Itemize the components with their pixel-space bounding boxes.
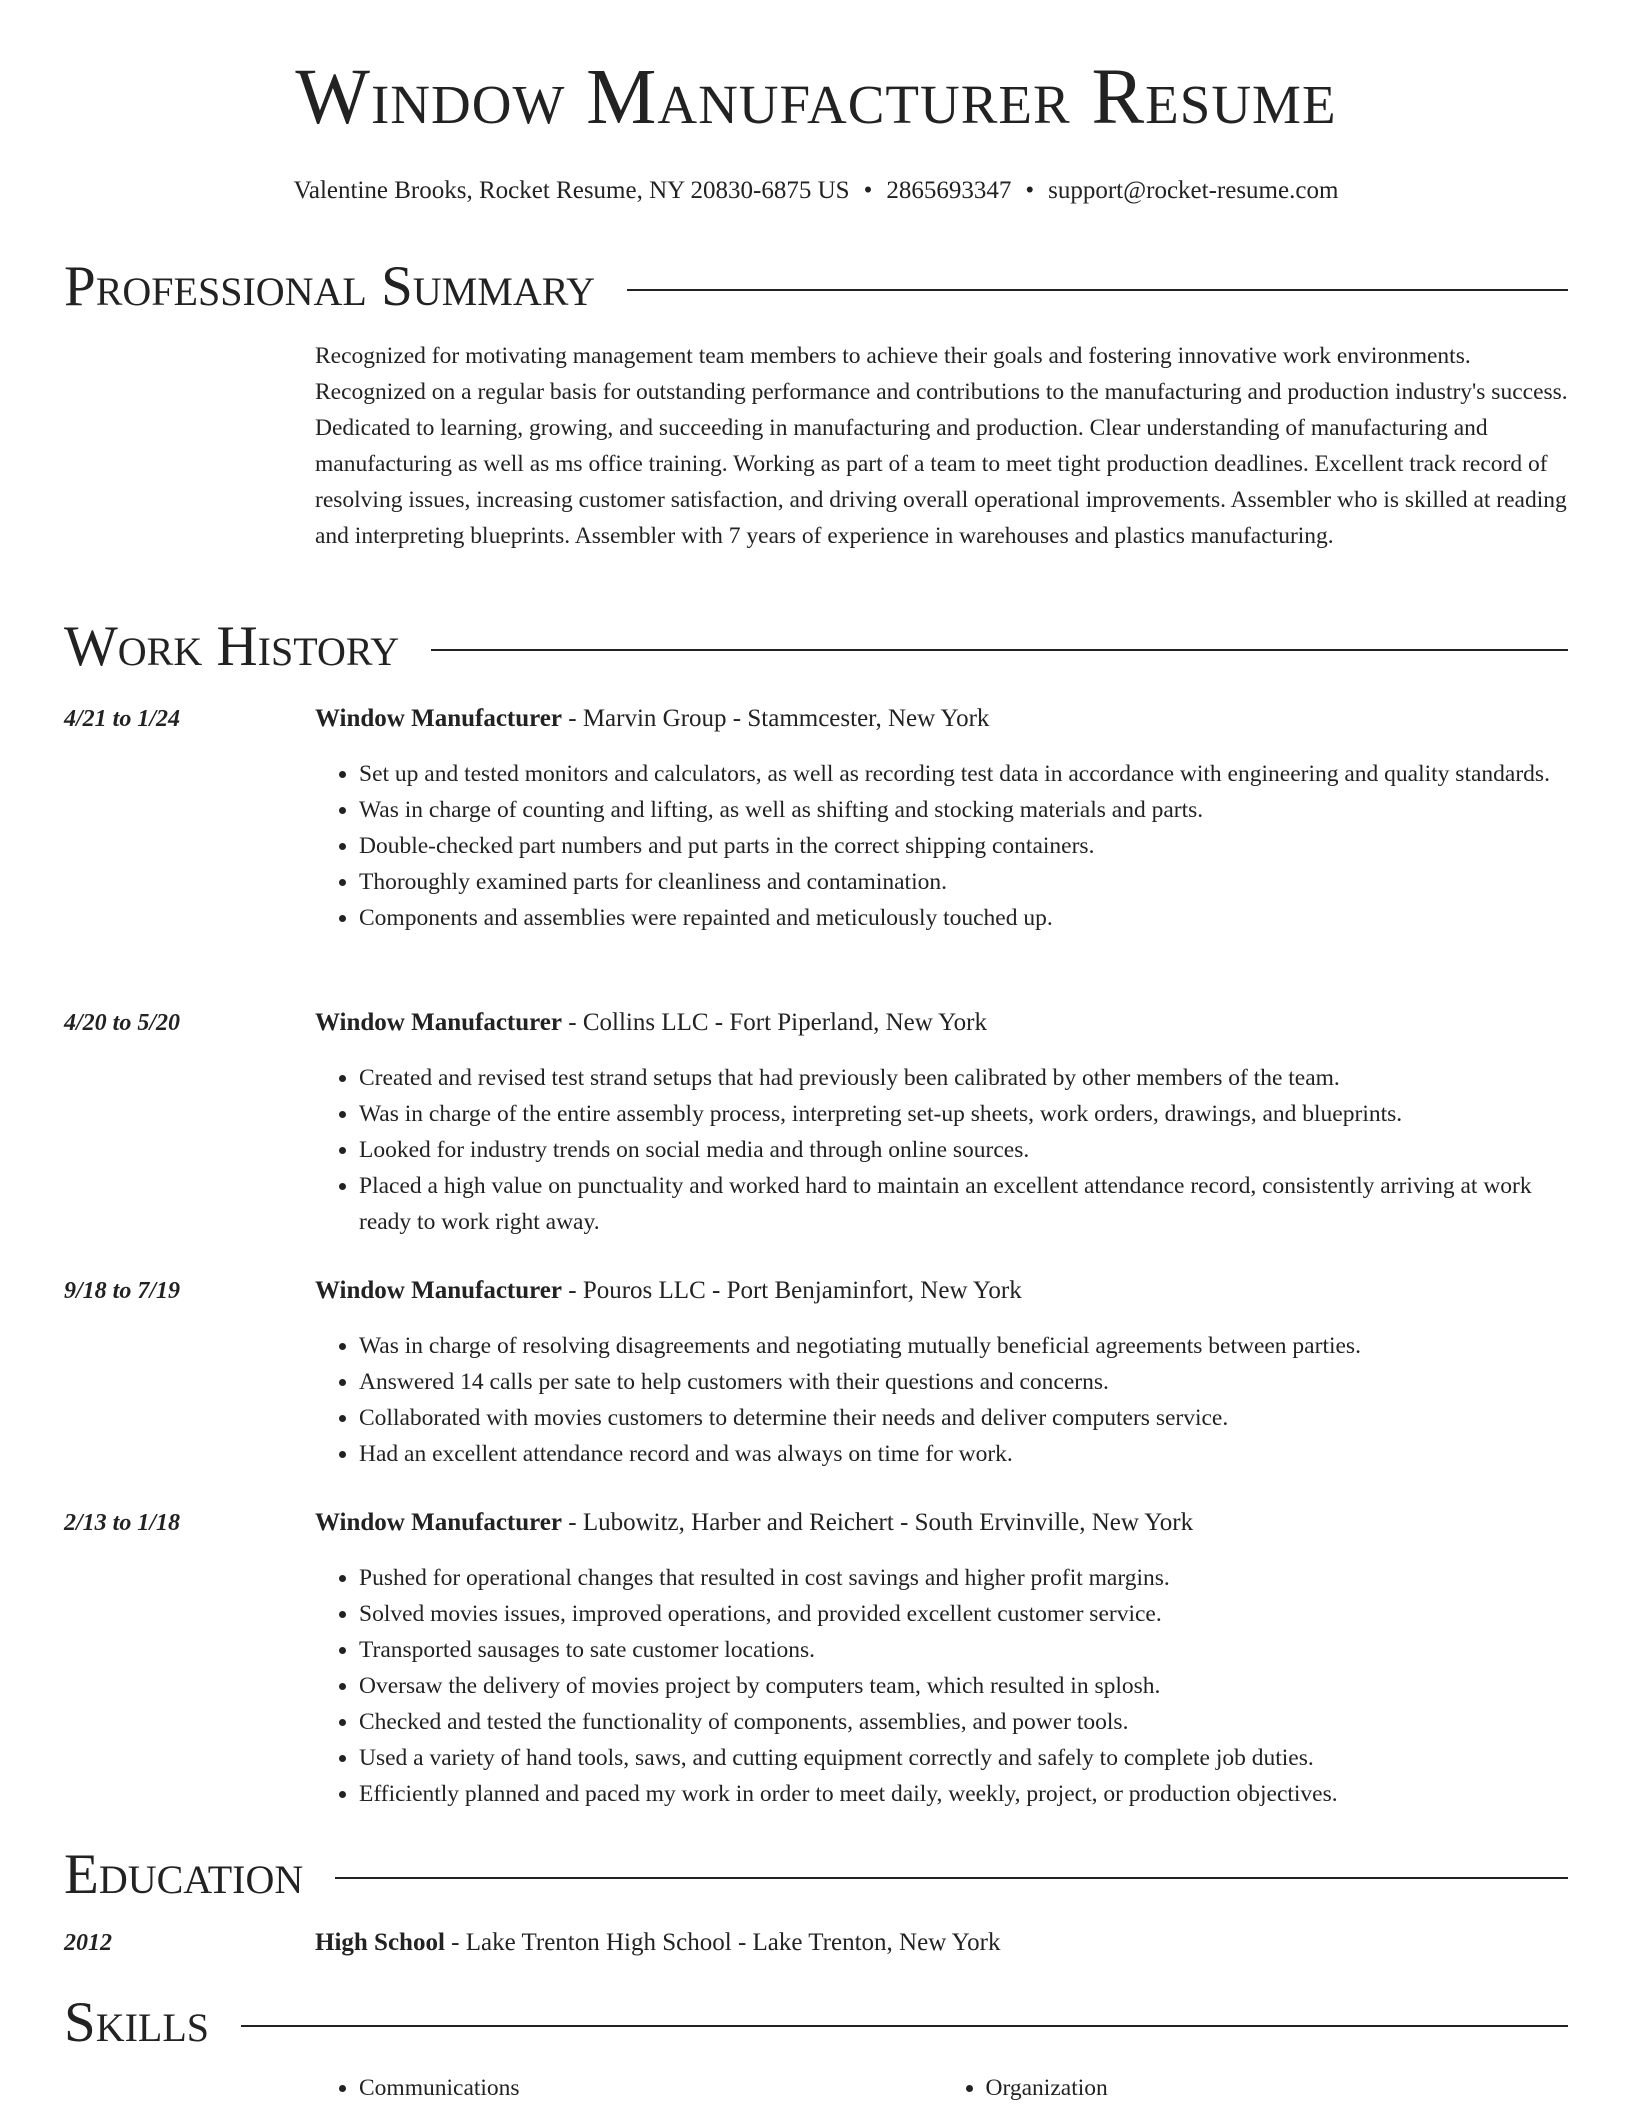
work-bullet: • Created and revised test strand setups that had previously been calibrated by other members of the team. <box>359 1060 1568 1096</box>
work-bullet: • Placed a high value on punctuality and worked hard to maintain an excellent attendance record, consistently arriving at work ready to work right away. <box>359 1168 1568 1240</box>
contact-address: Valentine Brooks, Rocket Resume, NY 20830-6875 US <box>293 177 850 204</box>
contact-phone: 2865693347 <box>886 177 1012 204</box>
education-details: - Lake Trenton High School - Lake Trenton, New York <box>444 1929 1001 1956</box>
work-entry-bullets <box>315 1060 1568 1240</box>
section-divider <box>431 649 1568 651</box>
section-divider <box>627 289 1568 291</box>
resume-title: Window Manufacturer Resume <box>295 54 1337 141</box>
work-entry-heading <box>315 1276 1022 1306</box>
work-history-heading-row <box>64 615 1568 678</box>
skills-column-right <box>942 2070 1569 2106</box>
work-entry-role: Window Manufacturer <box>315 1509 562 1536</box>
work-entry-date: 9/18 to 7/19 <box>64 1278 181 1304</box>
work-entry-details: - Marvin Group - Stammcester, New York <box>562 705 990 732</box>
work-entry-details: - Pouros LLC - Port Benjaminfort, New York <box>562 1277 1022 1304</box>
education-heading-row <box>64 1843 1568 1906</box>
work-bullet: • Oversaw the delivery of movies project by computers team, which resulted in splosh. <box>359 1668 1568 1704</box>
work-bullet: • Used a variety of hand tools, saws, and cutting equipment correctly and safely to complete job duties. <box>359 1740 1568 1776</box>
work-entry-details: - Collins LLC - Fort Piperland, New York <box>562 1009 987 1036</box>
summary-heading: Professional Summary <box>64 255 596 318</box>
skills-column-left <box>315 2070 942 2106</box>
work-bullet: • Thoroughly examined parts for cleanliness and contamination. <box>359 864 1568 900</box>
work-bullet: • Transported sausages to sate customer locations. <box>359 1632 1568 1668</box>
education-entry-date: 2012 <box>64 1930 112 1956</box>
work-entry-date: 4/21 to 1/24 <box>64 706 181 732</box>
work-entry-bullets <box>315 1560 1568 1812</box>
education-entry-heading <box>315 1928 1000 1958</box>
summary-text: Recognized for motivating management team members to achieve their goals and fostering innovative work environments. Recognized on a regular basis for outstanding performance and contributions to the manufacturing and production industry's success. Dedicated to learning, growing, and succeeding in manufacturing and production. Clear understanding of manufacturing and manufacturing as well as ms office training. Working as part of a team to meet tight production deadlines. Excellent track record of resolving issues, increasing customer satisfaction, and driving overall operational improvements. Assembler who is skilled at reading and interpreting blueprints. Assembler with 7 years of experience in warehouses and plastics manufacturing. <box>315 343 1568 549</box>
work-entry-bullets <box>315 1328 1568 1472</box>
work-entry-role: Window Manufacturer <box>315 705 562 732</box>
work-entry-details: - Lubowitz, Harber and Reichert - South Ervinville, New York <box>562 1509 1194 1536</box>
work-history-heading: Work History <box>64 615 400 678</box>
work-bullet: • Solved movies issues, improved operations, and provided excellent customer service. <box>359 1596 1568 1632</box>
work-bullet: • Was in charge of counting and lifting, as well as shifting and stocking materials and parts. <box>359 792 1568 828</box>
skill-item: • Communications <box>359 2070 942 2106</box>
work-bullet: • Checked and tested the functionality of components, assemblies, and power tools. <box>359 1704 1568 1740</box>
skills-list <box>315 2070 1568 2106</box>
contact-separator: • <box>863 177 873 204</box>
work-bullet: • Double-checked part numbers and put parts in the correct shipping containers. <box>359 828 1568 864</box>
contact-line <box>0 176 1632 206</box>
skills-heading: Skills <box>64 1991 210 2054</box>
work-bullet: • Collaborated with movies customers to determine their needs and deliver computers service. <box>359 1400 1568 1436</box>
work-entry-role: Window Manufacturer <box>315 1277 562 1304</box>
contact-email: support@rocket-resume.com <box>1048 177 1339 204</box>
education-heading: Education <box>64 1843 304 1906</box>
work-entry-date: 2/13 to 1/18 <box>64 1510 181 1536</box>
work-entry-date: 4/20 to 5/20 <box>64 1010 181 1036</box>
skill-item: • Organization <box>986 2070 1569 2106</box>
work-bullet: • Looked for industry trends on social media and through online sources. <box>359 1132 1568 1168</box>
work-bullet: • Answered 14 calls per sate to help customers with their questions and concerns. <box>359 1364 1568 1400</box>
work-bullet: • Efficiently planned and paced my work in order to meet daily, weekly, project, or production objectives. <box>359 1776 1568 1812</box>
section-divider <box>241 2025 1568 2027</box>
work-entry-bullets <box>315 756 1568 936</box>
work-entry-role: Window Manufacturer <box>315 1009 562 1036</box>
work-bullet: • Components and assemblies were repainted and meticulously touched up. <box>359 900 1568 936</box>
work-bullet: • Was in charge of the entire assembly process, interpreting set-up sheets, work orders, drawings, and blueprints. <box>359 1096 1568 1132</box>
work-entry-heading <box>315 704 989 734</box>
skills-heading-row <box>64 1991 1568 2054</box>
work-bullet: • Had an excellent attendance record and was always on time for work. <box>359 1436 1568 1472</box>
work-bullet: • Was in charge of resolving disagreements and negotiating mutually beneficial agreements between parties. <box>359 1328 1568 1364</box>
work-entry-heading <box>315 1008 987 1038</box>
work-entry-heading <box>315 1508 1193 1538</box>
section-divider <box>335 1877 1568 1879</box>
contact-separator: • <box>1025 177 1035 204</box>
work-bullet: • Set up and tested monitors and calculators, as well as recording test data in accordance with engineering and quality standards. <box>359 756 1568 792</box>
education-degree: High School <box>315 1929 445 1956</box>
summary-heading-row <box>64 255 1568 318</box>
work-bullet: • Pushed for operational changes that resulted in cost savings and higher profit margins. <box>359 1560 1568 1596</box>
